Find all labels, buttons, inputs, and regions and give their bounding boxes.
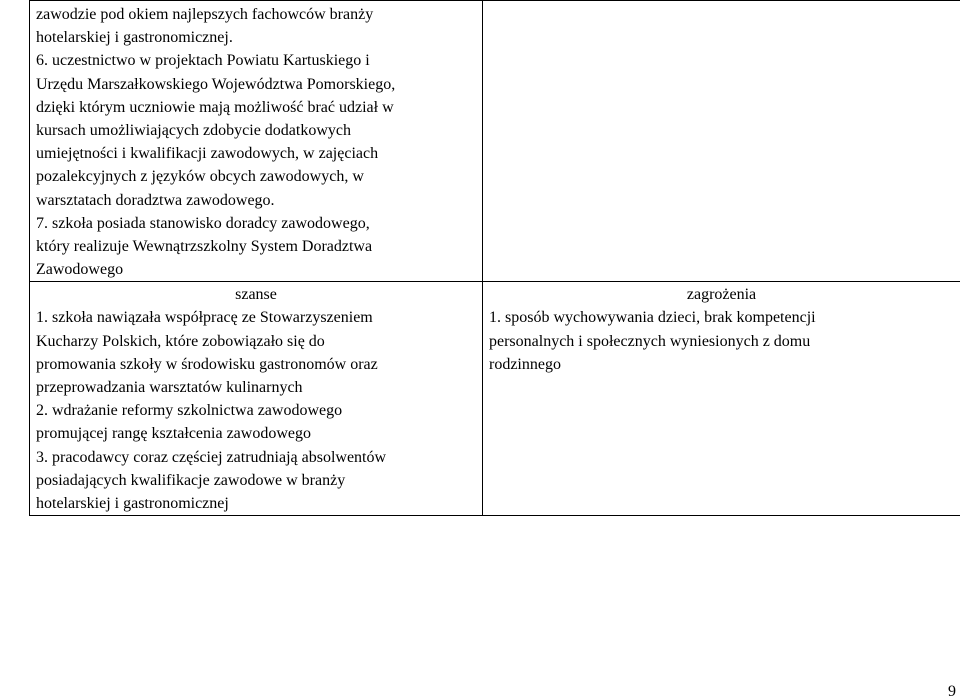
strengths-line: 6. uczestnictwo w projektach Powiatu Kartuskiego i xyxy=(36,52,370,70)
strengths-cell xyxy=(30,1,483,282)
opportunities-text xyxy=(30,282,482,515)
page-number: 9 xyxy=(948,683,956,700)
opportunities-line: przeprowadzania warsztatów kulinarnych xyxy=(36,379,303,397)
threats-line: rodzinnego xyxy=(489,355,561,373)
opportunities-heading: szanse xyxy=(235,286,277,304)
strengths-line: Zawodowego xyxy=(36,261,124,279)
threats-heading: zagrożenia xyxy=(686,286,757,304)
strengths-line: Urzędu Marszałkowskiego Województwa Pomorskiego, xyxy=(36,75,396,93)
swot-table xyxy=(29,0,960,516)
strengths-line: warsztatach doradztwa zawodowego. xyxy=(36,191,275,209)
opportunities-line: promującej rangę kształcenia zawodowego xyxy=(36,425,311,443)
strengths-line: kursach umożliwiających zdobycie dodatkowych xyxy=(36,122,351,140)
strengths-line: pozalekcyjnych z języków obcych zawodowych, w xyxy=(36,168,364,186)
opportunities-line: 1. szkoła nawiązała współpracę ze Stowarzyszeniem xyxy=(36,309,373,327)
opportunities-line: 2. wdrażanie reformy szkolnictwa zawodowego xyxy=(36,402,343,420)
strengths-line: umiejętności i kwalifikacji zawodowych, w zajęciach xyxy=(36,145,379,163)
opportunities-line: Kucharzy Polskich, które zobowiązało się do xyxy=(36,332,325,350)
opportunities-line: promowania szkoły w środowisku gastronomów oraz xyxy=(36,355,378,373)
swot-row-opportunities-threats xyxy=(30,282,960,516)
opportunities-line: 3. pracodawcy coraz częściej zatrudniają absolwentów xyxy=(36,448,387,466)
strengths-line: który realizuje Wewnątrzszkolny System Doradztwa xyxy=(36,238,373,256)
opportunities-cell xyxy=(30,282,483,516)
threats-text xyxy=(483,282,960,376)
opportunities-line: posiadających kwalifikacje zawodowe w branży xyxy=(36,471,346,489)
weaknesses-text xyxy=(483,1,960,3)
opportunities-line: hotelarskiej i gastronomicznej xyxy=(36,495,229,513)
threats-line: personalnych i społecznych wyniesionych z domu xyxy=(489,332,811,350)
strengths-line: 7. szkoła posiada stanowisko doradcy zawodowego, xyxy=(36,214,370,232)
swot-row-strengths-weaknesses xyxy=(30,1,960,282)
weaknesses-cell xyxy=(483,1,960,282)
threats-line: 1. sposób wychowywania dzieci, brak kompetencji xyxy=(489,309,816,327)
strengths-line: zawodzie pod okiem najlepszych fachowców branży xyxy=(36,6,374,23)
strengths-text xyxy=(30,1,482,281)
strengths-line: dzięki którym uczniowie mają możliwość brać udział w xyxy=(36,98,394,116)
strengths-line: hotelarskiej i gastronomicznej. xyxy=(36,29,233,47)
threats-cell xyxy=(483,282,960,516)
